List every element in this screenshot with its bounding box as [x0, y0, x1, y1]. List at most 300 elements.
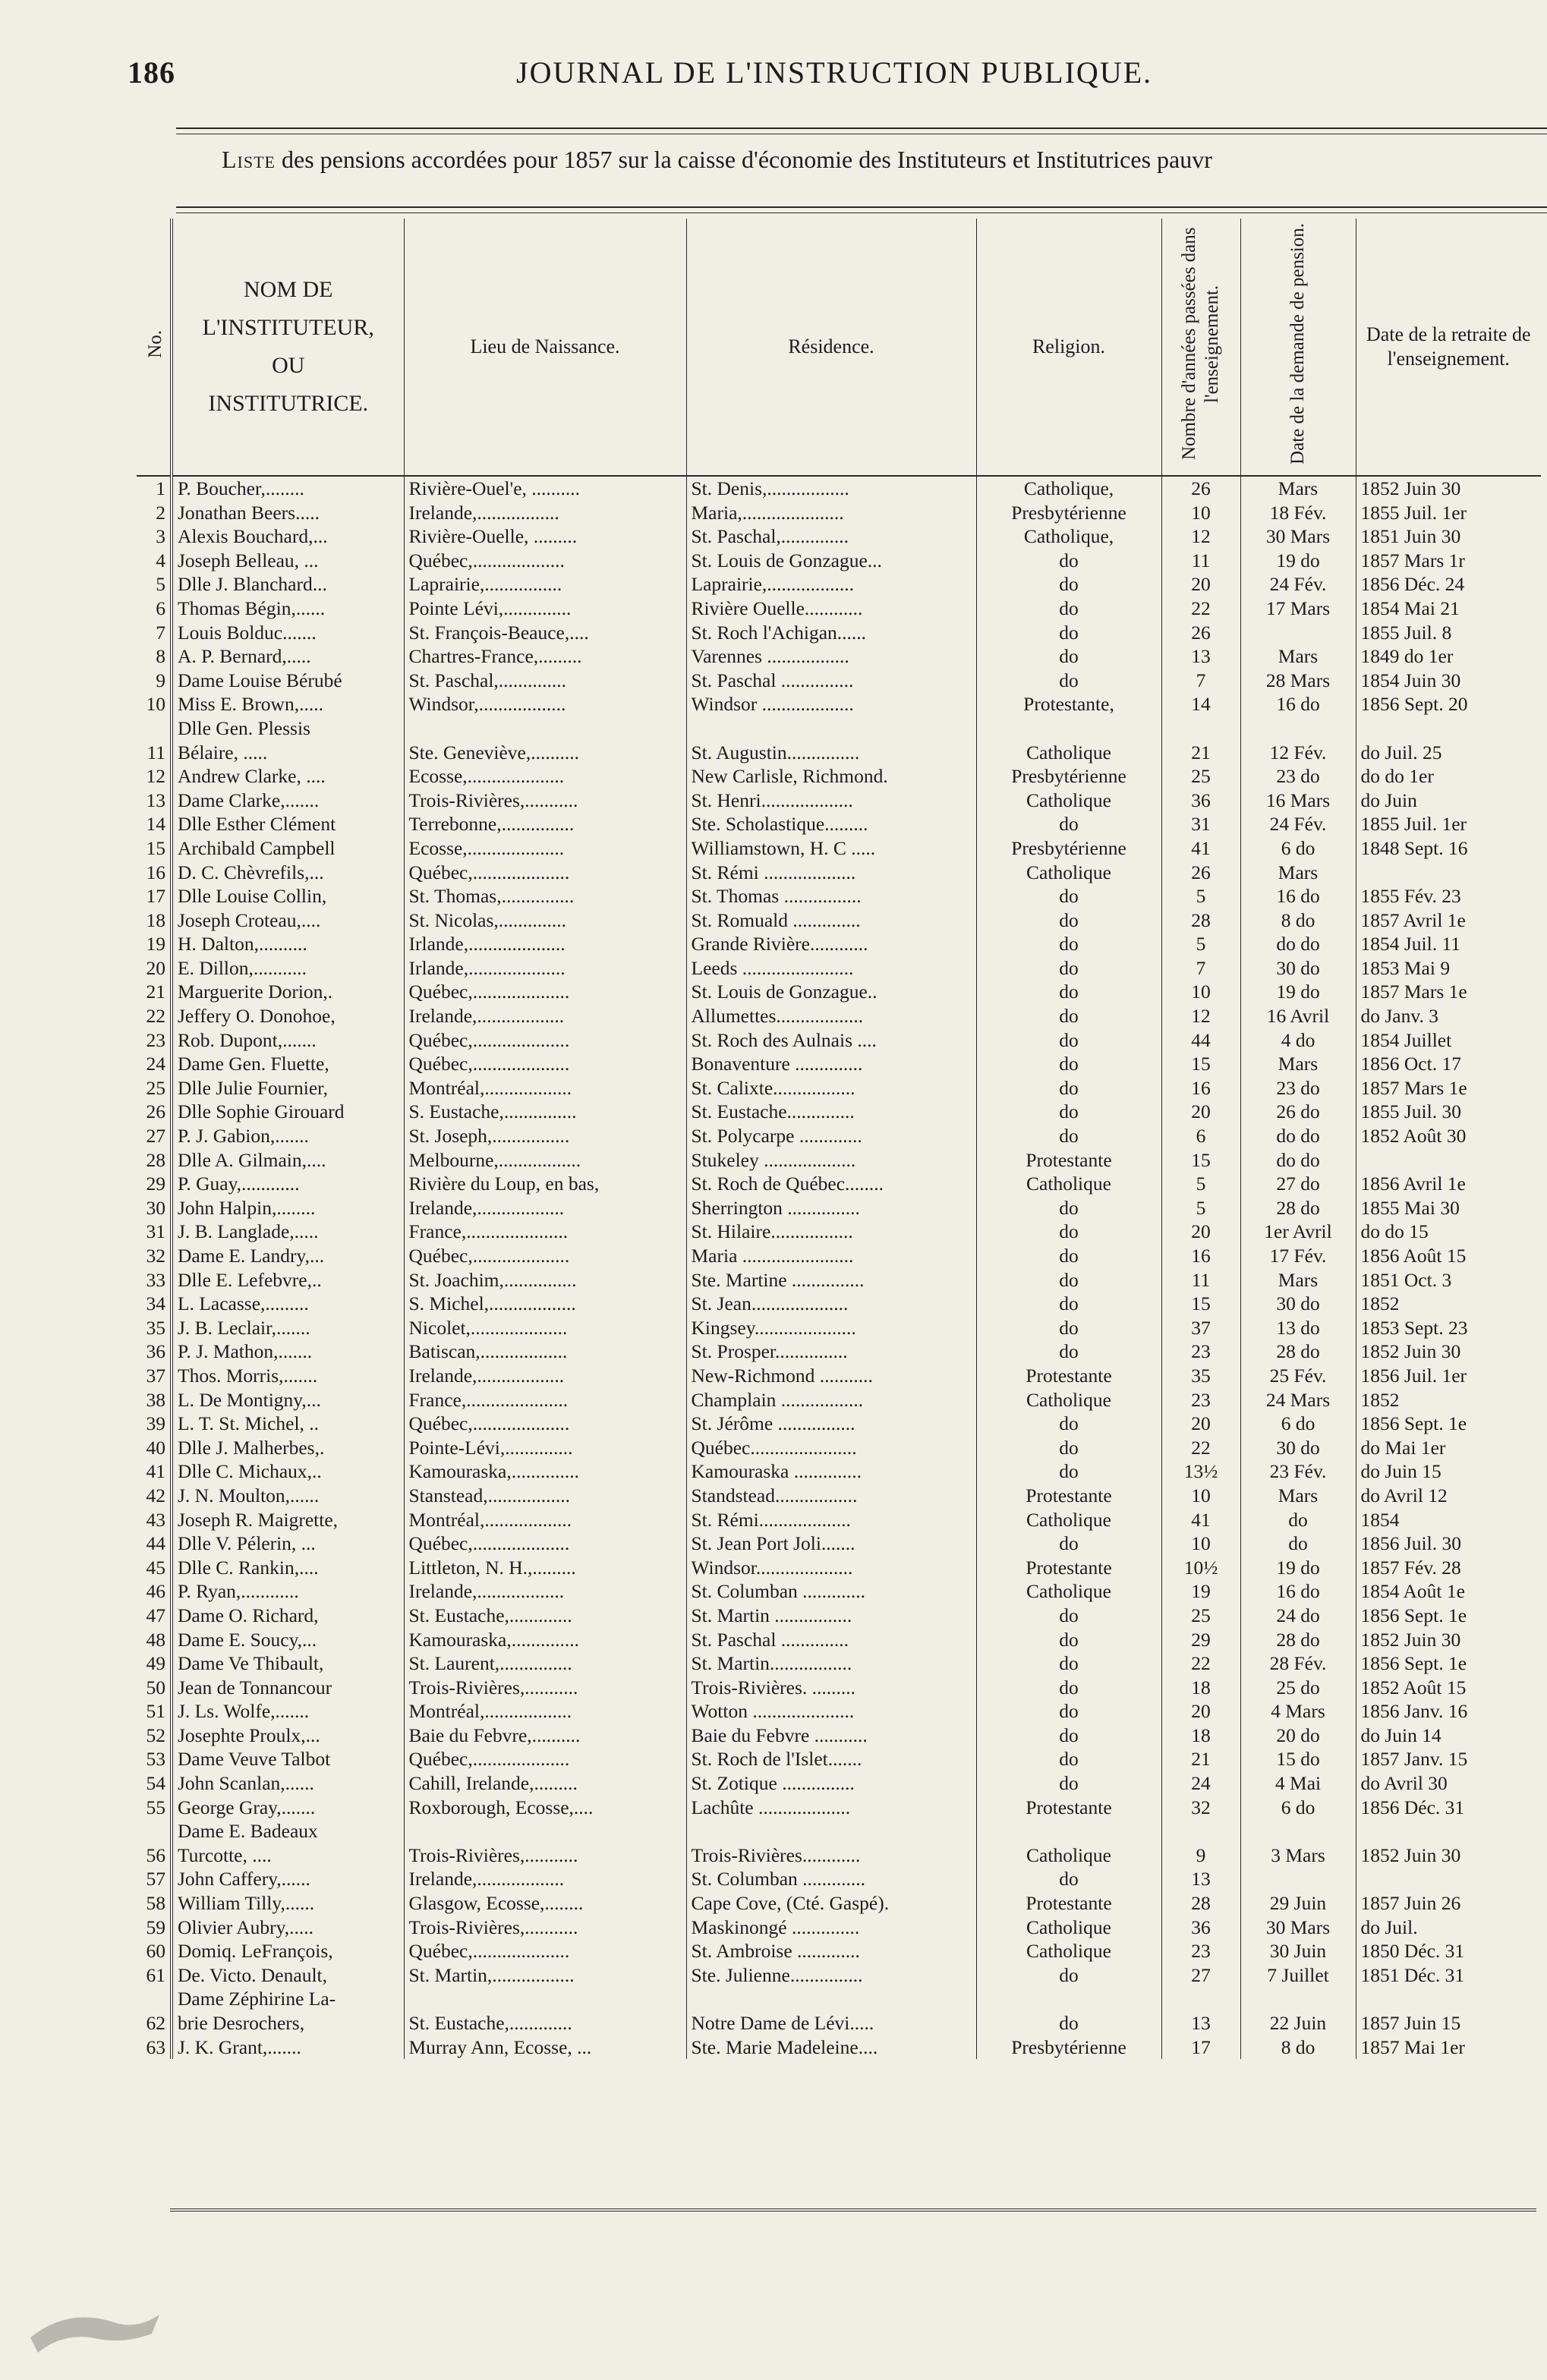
years-teaching: 20 — [1161, 1220, 1240, 1244]
demand-date: 6 do — [1240, 1796, 1356, 1820]
religion: do — [976, 644, 1161, 669]
residence: St. Augustin............... — [686, 741, 976, 765]
religion: do — [976, 884, 1161, 908]
col-header-demand: Date de la demande de pension. — [1240, 219, 1356, 476]
retirement-date: 1857 Avril 1e — [1360, 908, 1466, 931]
demand-date: 17 Fév. — [1240, 1244, 1356, 1268]
birthplace: Irelande,.................. — [404, 1579, 686, 1604]
religion: do — [976, 1771, 1161, 1796]
retirement-date — [1356, 1148, 1541, 1173]
teacher-name: Dame E. Soucy,... — [172, 1628, 404, 1652]
birthplace: Irelande,.................. — [404, 1867, 686, 1891]
table-bottom-rule — [170, 2208, 1536, 2212]
demand-date: do do — [1240, 1124, 1356, 1148]
birthplace: Irelande,.................. — [404, 1004, 686, 1028]
demand-date: do do — [1240, 1148, 1356, 1173]
birthplace: France,..................... — [404, 1220, 686, 1244]
row-number: 35 — [137, 1316, 172, 1340]
teacher-name: Alexis Bouchard,... — [172, 524, 404, 549]
birthplace: Trois-Rivières,........... — [404, 789, 686, 813]
list-title-lead: Liste — [222, 146, 276, 173]
row-number: 22 — [137, 1004, 172, 1028]
residence: St. Jean Port Joli....... — [686, 1532, 976, 1556]
birthplace: St. Laurent,............... — [404, 1651, 686, 1676]
row-number: 33 — [137, 1268, 172, 1292]
birthplace: Québec,.................... — [404, 861, 686, 885]
demand-date: do — [1240, 1532, 1356, 1556]
years-teaching: 23 — [1161, 1939, 1240, 1963]
religion: do — [976, 1100, 1161, 1124]
row-number: 47 — [137, 1604, 172, 1628]
years-teaching: 23 — [1161, 1388, 1240, 1412]
years-teaching: 26 — [1161, 476, 1240, 501]
table-row — [137, 476, 1541, 501]
row-number: 42 — [137, 1484, 172, 1508]
years-teaching: 17 — [1161, 2035, 1240, 2060]
residence: Leeds ....................... — [686, 956, 976, 981]
teacher-name: Dame E. Landry,... — [172, 1244, 404, 1268]
birthplace — [404, 716, 686, 741]
row-number: 1 — [137, 476, 172, 501]
religion: do — [976, 669, 1161, 693]
residence: New-Richmond ........... — [686, 1364, 976, 1388]
residence — [686, 1819, 976, 1843]
col-header-retirement: Date de la retraite de l'enseignement. — [1356, 219, 1541, 476]
birthplace — [404, 1819, 686, 1843]
residence: St. Paschal ............... — [686, 669, 976, 693]
demand-date: 16 Mars — [1240, 789, 1356, 813]
row-number: 53 — [137, 1747, 172, 1771]
retirement-date: 1854 — [1360, 1508, 1400, 1531]
years-teaching: 20 — [1161, 1412, 1240, 1436]
row-number: 19 — [137, 932, 172, 956]
teacher-name: Joseph Belleau, ... — [172, 549, 404, 573]
row-number: 60 — [137, 1939, 172, 1963]
teacher-name: P. Boucher,........ — [172, 476, 404, 501]
table-row — [137, 884, 1541, 908]
residence — [686, 716, 976, 741]
religion: do — [976, 1628, 1161, 1652]
years-teaching: 35 — [1161, 1364, 1240, 1388]
demand-date: 15 do — [1240, 1747, 1356, 1771]
demand-date: Mars — [1240, 1052, 1356, 1076]
row-number: 30 — [137, 1196, 172, 1220]
demand-date: 24 Mars — [1240, 1388, 1356, 1412]
demand-date: 20 do — [1240, 1724, 1356, 1748]
years-teaching — [1161, 1987, 1240, 2011]
table-top-rule — [176, 206, 1547, 208]
col-header-name-l3: OU — [272, 353, 305, 378]
retirement-date: 1855 Juil. 30 — [1360, 1100, 1461, 1123]
col-header-no: No. — [137, 219, 172, 476]
table-row — [137, 836, 1541, 861]
religion: Presbytérienne — [976, 836, 1161, 861]
row-number: 20 — [137, 956, 172, 981]
row-number: 15 — [137, 836, 172, 861]
retirement-date: 1854 Août 1e — [1360, 1580, 1465, 1603]
residence: Kingsey..................... — [686, 1316, 976, 1340]
demand-date: 24 do — [1240, 1604, 1356, 1628]
retirement-date: 1854 Juin 30 — [1360, 669, 1461, 691]
years-teaching: 13 — [1161, 644, 1240, 669]
residence: Maria,..................... — [686, 501, 976, 525]
table-row — [137, 764, 1541, 789]
demand-date: 18 Fév. — [1240, 501, 1356, 525]
demand-date: 16 Avril — [1240, 1004, 1356, 1028]
row-number: 57 — [137, 1867, 172, 1891]
demand-date — [1240, 621, 1356, 645]
retirement-date: 1856 Janv. 16 — [1360, 1700, 1468, 1723]
table-row — [137, 1676, 1541, 1700]
demand-date: 17 Mars — [1240, 597, 1356, 621]
demand-date: 19 do — [1240, 1556, 1356, 1580]
retirement-date: 1856 Déc. 31 — [1360, 1796, 1465, 1818]
row-number: 7 — [137, 621, 172, 645]
retirement-date: do do 1er — [1360, 765, 1434, 788]
teacher-name: J. B. Langlade,..... — [172, 1220, 404, 1244]
retirement-date: do Avril 30 — [1360, 1772, 1448, 1795]
residence: St. Henri................... — [686, 789, 976, 813]
col-header-religion: Religion. — [976, 219, 1161, 476]
demand-date: 28 Mars — [1240, 669, 1356, 693]
journal-title: JOURNAL DE L'INSTRUCTION PUBLIQUE. — [516, 55, 1153, 90]
birthplace: St. François-Beauce,.... — [404, 621, 686, 645]
teacher-name: George Gray,....... — [172, 1796, 404, 1820]
religion: do — [976, 1316, 1161, 1340]
residence: St. Martin ................ — [686, 1604, 976, 1628]
years-teaching: 18 — [1161, 1676, 1240, 1700]
row-number: 10 — [137, 692, 172, 716]
religion: Protestante, — [976, 692, 1161, 716]
years-teaching: 13 — [1161, 1867, 1240, 1891]
birthplace: Pointe Lévi,.............. — [404, 597, 686, 621]
retirement-date: 1851 Déc. 31 — [1360, 1963, 1465, 1986]
birthplace: St. Eustache,............. — [404, 1604, 686, 1628]
demand-date: 23 Fév. — [1240, 1459, 1356, 1484]
residence: St. Columban ............. — [686, 1867, 976, 1891]
religion: do — [976, 1124, 1161, 1148]
birthplace: Ecosse,.................... — [404, 764, 686, 789]
retirement-date: 1857 Mars 1e — [1360, 1076, 1467, 1099]
table-row — [137, 669, 1541, 693]
teacher-name: J. B. Leclair,....... — [172, 1316, 404, 1340]
residence: Ste. Marie Madeleine.... — [686, 2035, 976, 2060]
teacher-name: Dame O. Richard, — [172, 1604, 404, 1628]
demand-date: 22 Juin — [1240, 2011, 1356, 2035]
residence: Williamstown, H. C ..... — [686, 836, 976, 861]
demand-date: Mars — [1240, 476, 1356, 501]
religion: do — [976, 1412, 1161, 1436]
retirement-date: 1857 Mars 1r — [1360, 549, 1465, 571]
birthplace: Trois-Rivières,........... — [404, 1916, 686, 1940]
residence: Maria ....................... — [686, 1244, 976, 1268]
teacher-name: brie Desrochers, — [172, 2011, 404, 2035]
religion: do — [976, 1076, 1161, 1100]
teacher-name: Dlle A. Gilmain,.... — [172, 1148, 404, 1173]
demand-date: do — [1240, 1508, 1356, 1532]
residence: Standstead................. — [686, 1484, 976, 1508]
birthplace: Stanstead,................. — [404, 1484, 686, 1508]
table-body — [137, 476, 1541, 2059]
years-teaching: 32 — [1161, 1796, 1240, 1820]
row-number: 61 — [137, 1963, 172, 1988]
birthplace: Québec,.................... — [404, 980, 686, 1004]
religion: Catholique — [976, 789, 1161, 813]
row-number: 29 — [137, 1172, 172, 1196]
retirement-date: 1855 Juil. 1er — [1360, 501, 1467, 524]
years-teaching: 5 — [1161, 1172, 1240, 1196]
religion: Catholique — [976, 1172, 1161, 1196]
teacher-name: Dlle V. Pélerin, ... — [172, 1532, 404, 1556]
birthplace: Trois-Rivières,........... — [404, 1676, 686, 1700]
religion: Catholique — [976, 1508, 1161, 1532]
religion: do — [976, 1724, 1161, 1748]
teacher-name: J. N. Moulton,...... — [172, 1484, 404, 1508]
residence: St. Roch des Aulnais .... — [686, 1028, 976, 1053]
birthplace: Cahill, Irelande,......... — [404, 1771, 686, 1796]
religion: do — [976, 1292, 1161, 1316]
retirement-date: 1856 Sept. 1e — [1360, 1604, 1467, 1626]
row-number: 5 — [137, 572, 172, 597]
teacher-name: Jeffery O. Donohoe, — [172, 1004, 404, 1028]
pension-table — [137, 219, 1541, 2059]
row-number: 58 — [137, 1891, 172, 1916]
birthplace: Ecosse,.................... — [404, 836, 686, 861]
religion: do — [976, 1867, 1161, 1891]
teacher-name: A. P. Bernard,..... — [172, 644, 404, 669]
table-row — [137, 692, 1541, 716]
demand-date: 26 do — [1240, 1100, 1356, 1124]
row-number: 8 — [137, 644, 172, 669]
row-number: 31 — [137, 1220, 172, 1244]
years-teaching: 7 — [1161, 669, 1240, 693]
religion: Catholique — [976, 861, 1161, 885]
col-header-name — [172, 219, 404, 476]
teacher-name: Andrew Clarke, .... — [172, 764, 404, 789]
teacher-name: P. J. Mathon,....... — [172, 1340, 404, 1364]
retirement-date: 1855 Juil. 1er — [1360, 813, 1467, 836]
table-row — [137, 908, 1541, 933]
row-number — [137, 716, 172, 741]
residence: Ste. Julienne............... — [686, 1963, 976, 1988]
birthplace: Québec,.................... — [404, 1532, 686, 1556]
teacher-name: Dame Gen. Fluette, — [172, 1052, 404, 1076]
teacher-name: Thomas Bégin,...... — [172, 597, 404, 621]
birthplace: Laprairie,................ — [404, 572, 686, 597]
retirement-date: do Juin 14 — [1360, 1724, 1441, 1746]
residence: Champlain ................. — [686, 1388, 976, 1412]
retirement-date: 1852 Août 15 — [1360, 1676, 1467, 1698]
residence: Kamouraska .............. — [686, 1459, 976, 1484]
retirement-date: 1851 Oct. 3 — [1360, 1268, 1452, 1291]
religion: do — [976, 1340, 1161, 1364]
demand-date — [1240, 1987, 1356, 2011]
table-row — [137, 1124, 1541, 1148]
table-row — [137, 1028, 1541, 1053]
teacher-name: De. Victo. Denault, — [172, 1963, 404, 1988]
residence: Laprairie,.................. — [686, 572, 976, 597]
demand-date: 13 do — [1240, 1316, 1356, 1340]
years-teaching — [1161, 716, 1240, 741]
demand-date: 4 Mars — [1240, 1699, 1356, 1724]
religion: do — [976, 1699, 1161, 1724]
residence: Rivière Ouelle............ — [686, 597, 976, 621]
birthplace: Irelande,.................. — [404, 1364, 686, 1388]
residence: St. Hilaire................. — [686, 1220, 976, 1244]
years-teaching: 23 — [1161, 1340, 1240, 1364]
demand-date: 30 Mars — [1240, 1916, 1356, 1940]
table-row — [137, 1747, 1541, 1771]
residence: Notre Dame de Lévi..... — [686, 2011, 976, 2035]
table-top-rule-thin — [176, 212, 1547, 213]
teacher-name: Joseph R. Maigrette, — [172, 1508, 404, 1532]
teacher-name: Jean de Tonnancour — [172, 1676, 404, 1700]
years-teaching: 15 — [1161, 1052, 1240, 1076]
years-teaching: 21 — [1161, 741, 1240, 765]
demand-date: Mars — [1240, 1484, 1356, 1508]
retirement-date: do Janv. 3 — [1360, 1005, 1438, 1028]
table-row — [137, 1459, 1541, 1484]
table-row — [137, 1796, 1541, 1820]
religion: Presbytérienne — [976, 2035, 1161, 2060]
religion: do — [976, 1052, 1161, 1076]
birthplace: Montréal,.................. — [404, 1699, 686, 1724]
religion: do — [976, 1244, 1161, 1268]
retirement-date: do Juil. — [1360, 1916, 1418, 1938]
demand-date: Mars — [1240, 644, 1356, 669]
row-number: 50 — [137, 1676, 172, 1700]
row-number: 37 — [137, 1364, 172, 1388]
demand-date: 19 do — [1240, 549, 1356, 573]
retirement-date: 1856 Sept. 1e — [1360, 1412, 1467, 1435]
birthplace: Irelande,.................. — [404, 1196, 686, 1220]
religion: Presbytérienne — [976, 764, 1161, 789]
years-teaching: 28 — [1161, 1891, 1240, 1916]
table-row — [137, 597, 1541, 621]
row-number: 36 — [137, 1340, 172, 1364]
retirement-date: do Mai 1er — [1360, 1436, 1446, 1459]
demand-date: 28 do — [1240, 1628, 1356, 1652]
table-row — [137, 1244, 1541, 1268]
religion: Catholique — [976, 1939, 1161, 1963]
retirement-date: 1852 Juin 30 — [1360, 477, 1461, 499]
demand-date: 28 Fév. — [1240, 1651, 1356, 1676]
row-number: 27 — [137, 1124, 172, 1148]
table-row — [137, 2035, 1541, 2060]
religion: Catholique — [976, 1843, 1161, 1868]
list-title — [222, 146, 1212, 174]
retirement-date: 1856 Juil. 30 — [1360, 1532, 1461, 1555]
teacher-name: Miss E. Brown,..... — [172, 692, 404, 716]
teacher-name: Dlle Sophie Girouard — [172, 1100, 404, 1124]
teacher-name: P. Ryan,............ — [172, 1579, 404, 1604]
residence: Trois-Rivières............ — [686, 1843, 976, 1868]
row-number: 14 — [137, 812, 172, 836]
years-teaching: 15 — [1161, 1148, 1240, 1173]
table-row — [137, 1916, 1541, 1940]
teacher-name: L. T. St. Michel, .. — [172, 1412, 404, 1436]
teacher-name: P. Guay,............ — [172, 1172, 404, 1196]
religion: do — [976, 932, 1161, 956]
years-teaching: 15 — [1161, 1292, 1240, 1316]
retirement-date: 1853 Sept. 23 — [1360, 1316, 1468, 1339]
demand-date: Mars — [1240, 861, 1356, 885]
row-number: 2 — [137, 501, 172, 525]
demand-date: 1er Avril — [1240, 1220, 1356, 1244]
teacher-name: Olivier Aubry,..... — [172, 1916, 404, 1940]
table-row — [137, 501, 1541, 525]
row-number: 24 — [137, 1052, 172, 1076]
religion: do — [976, 1220, 1161, 1244]
years-teaching: 28 — [1161, 908, 1240, 933]
teacher-name: Dlle Julie Fournier, — [172, 1076, 404, 1100]
religion — [976, 1987, 1161, 2011]
residence: St. Rémi ................... — [686, 861, 976, 885]
table-row — [137, 549, 1541, 573]
religion: Protestante — [976, 1556, 1161, 1580]
residence: New Carlisle, Richmond. — [686, 764, 976, 789]
birthplace — [404, 1987, 686, 2011]
retirement-date: 1852 Août 30 — [1360, 1125, 1467, 1148]
table-row — [137, 1651, 1541, 1676]
retirement-date: 1851 Juin 30 — [1360, 525, 1461, 548]
years-teaching: 14 — [1161, 692, 1240, 716]
years-teaching: 22 — [1161, 1436, 1240, 1460]
religion: do — [976, 621, 1161, 645]
birthplace: St. Eustache,............. — [404, 2011, 686, 2035]
birthplace: Pointe-Lévi,.............. — [404, 1436, 686, 1460]
years-teaching: 22 — [1161, 1651, 1240, 1676]
years-teaching: 16 — [1161, 1076, 1240, 1100]
table-row — [137, 1556, 1541, 1580]
row-number: 48 — [137, 1628, 172, 1652]
birthplace: Irlande,.................... — [404, 956, 686, 981]
teacher-name: L. Lacasse,......... — [172, 1292, 404, 1316]
teacher-name: Domiq. LeFrançois, — [172, 1939, 404, 1963]
table-row — [137, 1220, 1541, 1244]
table-row — [137, 1604, 1541, 1628]
teacher-name: Dame Clarke,....... — [172, 789, 404, 813]
birthplace: Chartres-France,......... — [404, 644, 686, 669]
residence: St. Jean.................... — [686, 1292, 976, 1316]
years-teaching: 12 — [1161, 1004, 1240, 1028]
teacher-name: John Scanlan,...... — [172, 1771, 404, 1796]
retirement-date: do Juin — [1360, 789, 1417, 811]
teacher-name: Dame Veuve Talbot — [172, 1747, 404, 1771]
birthplace: Irlande,.................... — [404, 932, 686, 956]
religion: do — [976, 597, 1161, 621]
religion: Protestante — [976, 1364, 1161, 1388]
teacher-name: H. Dalton,.......... — [172, 932, 404, 956]
residence: Trois-Rivières. ......... — [686, 1676, 976, 1700]
religion: Catholique, — [976, 476, 1161, 501]
residence — [686, 1987, 976, 2011]
religion: Protestante — [976, 1148, 1161, 1173]
row-number: 55 — [137, 1796, 172, 1820]
retirement-date: 1852 — [1360, 1292, 1400, 1315]
teacher-name: Dame E. Badeaux — [172, 1819, 404, 1843]
years-teaching: 20 — [1161, 572, 1240, 597]
years-teaching: 20 — [1161, 1699, 1240, 1724]
demand-date: 30 do — [1240, 956, 1356, 981]
row-number: 62 — [137, 2011, 172, 2035]
residence: Grande Rivière............ — [686, 932, 976, 956]
table-row — [137, 1004, 1541, 1028]
retirement-date: 1855 Mai 30 — [1360, 1196, 1460, 1219]
religion: do — [976, 572, 1161, 597]
religion: do — [976, 1268, 1161, 1292]
table-header-row — [137, 219, 1541, 476]
